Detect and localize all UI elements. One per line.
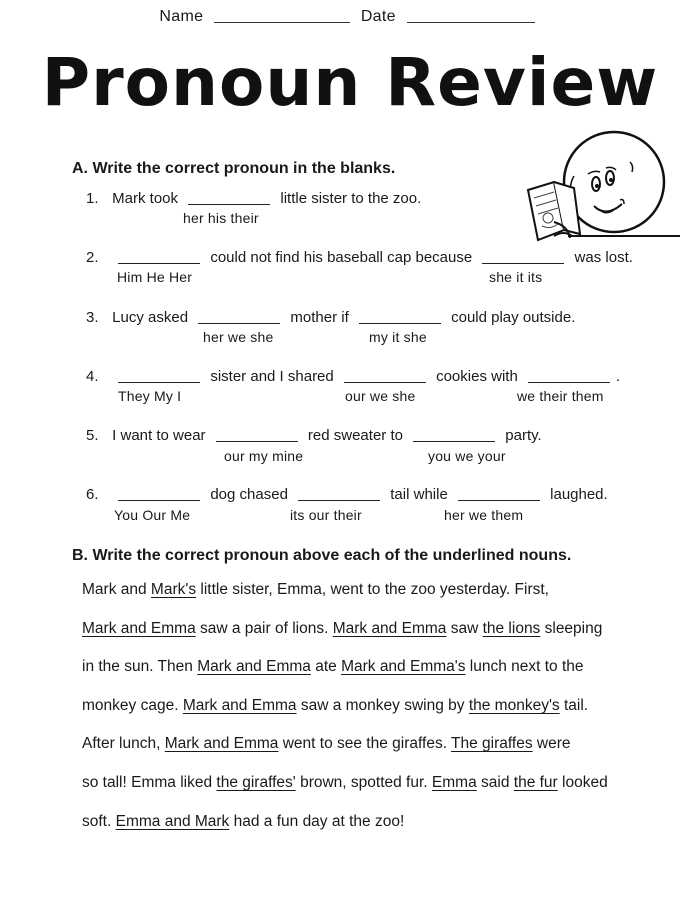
- story-line-5: [82, 735, 571, 753]
- pronoun-options: my it she: [369, 329, 427, 345]
- name-blank[interactable]: [214, 8, 350, 23]
- underlined-noun[interactable]: Mark and Emma: [182, 697, 297, 714]
- question-text: I want to wear: [112, 427, 206, 444]
- question-5: [86, 427, 542, 444]
- section-b-heading: B. Write the correct pronoun above each of the underlined nouns.: [72, 547, 572, 564]
- underlined-noun[interactable]: Mark and Emma: [332, 620, 447, 637]
- answer-blank[interactable]: [118, 249, 200, 264]
- question-number: 2.: [86, 249, 99, 266]
- name-label: Name: [159, 8, 204, 25]
- question-text: party.: [505, 427, 542, 444]
- pronoun-options: her we she: [203, 329, 274, 345]
- story-text: said: [476, 774, 514, 791]
- story-line-4: [82, 697, 588, 715]
- story-text: soft.: [82, 813, 116, 830]
- story-text: so tall! Emma liked: [82, 774, 217, 791]
- question-6: [86, 486, 608, 503]
- story-text: went to see the giraffes.: [278, 735, 452, 752]
- question-text: could not find his baseball cap because: [210, 249, 473, 266]
- underlined-noun[interactable]: The giraffes: [451, 735, 533, 752]
- pronoun-options: her his their: [183, 210, 259, 226]
- story-text: in the sun. Then: [82, 658, 198, 675]
- story-text: brown, spotted fur.: [295, 774, 432, 791]
- story-text: monkey cage.: [82, 697, 183, 714]
- answer-blank[interactable]: [413, 427, 495, 442]
- underlined-noun[interactable]: Mark and Emma: [164, 735, 279, 752]
- story-text: little sister, Emma, went to the zoo yesterday. First,: [196, 581, 549, 598]
- underlined-noun[interactable]: Mark and Emma: [197, 658, 311, 675]
- question-number: 6.: [86, 486, 99, 503]
- question-number: 4.: [86, 368, 99, 385]
- section-a-heading: A. Write the correct pronoun in the blanks.: [72, 160, 396, 177]
- answer-blank[interactable]: [118, 368, 200, 383]
- story-text: saw: [446, 620, 483, 637]
- page-title: Pronoun Review: [41, 44, 659, 121]
- question-text: dog chased: [210, 486, 288, 503]
- answer-blank[interactable]: [458, 486, 540, 501]
- story-text: Mark and: [82, 581, 151, 598]
- answer-blank[interactable]: [216, 427, 298, 442]
- pronoun-options: our my mine: [224, 448, 304, 464]
- date-blank[interactable]: [407, 8, 535, 23]
- story-text: tail.: [559, 697, 589, 714]
- story-line-1: [82, 581, 549, 599]
- story-line-3: [82, 658, 584, 676]
- underlined-noun[interactable]: the fur: [513, 774, 558, 791]
- pronoun-options: we their them: [517, 388, 604, 404]
- answer-blank[interactable]: [344, 368, 426, 383]
- question-text: Mark took: [112, 190, 179, 207]
- story-text: sleeping: [540, 620, 603, 637]
- question-2: [86, 249, 633, 266]
- pronoun-options: They My I: [118, 388, 182, 404]
- underlined-noun[interactable]: Mark's: [150, 581, 197, 598]
- answer-blank[interactable]: [198, 309, 280, 324]
- moon-reading-book-icon: [524, 126, 684, 246]
- story-line-6: [82, 774, 608, 792]
- story-text: After lunch,: [82, 735, 165, 752]
- question-number: 1.: [86, 190, 99, 207]
- question-text: mother if: [290, 309, 349, 326]
- pronoun-options: You Our Me: [114, 507, 191, 523]
- underlined-noun[interactable]: the lions: [482, 620, 541, 637]
- story-line-2: [82, 620, 602, 638]
- date-label: Date: [360, 8, 396, 25]
- question-text: could play outside.: [451, 309, 576, 326]
- story-text: saw a pair of lions.: [195, 620, 333, 637]
- pronoun-options: Him He Her: [117, 269, 193, 285]
- pronoun-options: you we your: [428, 448, 506, 464]
- question-text: Lucy asked: [112, 309, 189, 326]
- pronoun-options: she it its: [489, 269, 543, 285]
- pronoun-options: our we she: [345, 388, 416, 404]
- question-number: 3.: [86, 309, 99, 326]
- underlined-noun[interactable]: the giraffes': [216, 774, 296, 791]
- question-text: little sister to the zoo.: [280, 190, 422, 207]
- question-text: was lost.: [574, 249, 633, 266]
- underlined-noun[interactable]: the monkey's: [468, 697, 560, 714]
- pronoun-options: its our their: [290, 507, 362, 523]
- question-1: [86, 190, 421, 207]
- question-number: 5.: [86, 427, 99, 444]
- answer-blank[interactable]: [359, 309, 441, 324]
- answer-blank[interactable]: [482, 249, 564, 264]
- answer-blank[interactable]: [528, 368, 610, 383]
- story-text: had a fun day at the zoo!: [229, 813, 405, 830]
- story-text: were: [532, 735, 571, 752]
- story-text: lunch next to the: [465, 658, 584, 675]
- underlined-noun[interactable]: Emma and Mark: [115, 813, 230, 830]
- answer-blank[interactable]: [118, 486, 200, 501]
- underlined-noun[interactable]: Emma: [431, 774, 477, 791]
- question-text: sister and I shared: [210, 368, 334, 385]
- question-text: laughed.: [550, 486, 608, 503]
- underlined-noun[interactable]: Mark and Emma: [82, 620, 196, 637]
- story-text: ate: [310, 658, 342, 675]
- question-4: [86, 368, 620, 385]
- story-text: looked: [557, 774, 608, 791]
- question-text: red sweater to: [307, 427, 403, 444]
- answer-blank[interactable]: [298, 486, 380, 501]
- name-date-line: [0, 8, 700, 26]
- pronoun-options: her we them: [444, 507, 524, 523]
- question-text: tail while: [390, 486, 448, 503]
- question-3: [86, 309, 575, 326]
- underlined-noun[interactable]: Mark and Emma's: [341, 658, 466, 675]
- question-text: cookies with: [436, 368, 518, 385]
- answer-blank[interactable]: [188, 190, 270, 205]
- story-text: saw a monkey swing by: [296, 697, 469, 714]
- question-text: .: [615, 368, 621, 385]
- story-line-7: [82, 813, 404, 831]
